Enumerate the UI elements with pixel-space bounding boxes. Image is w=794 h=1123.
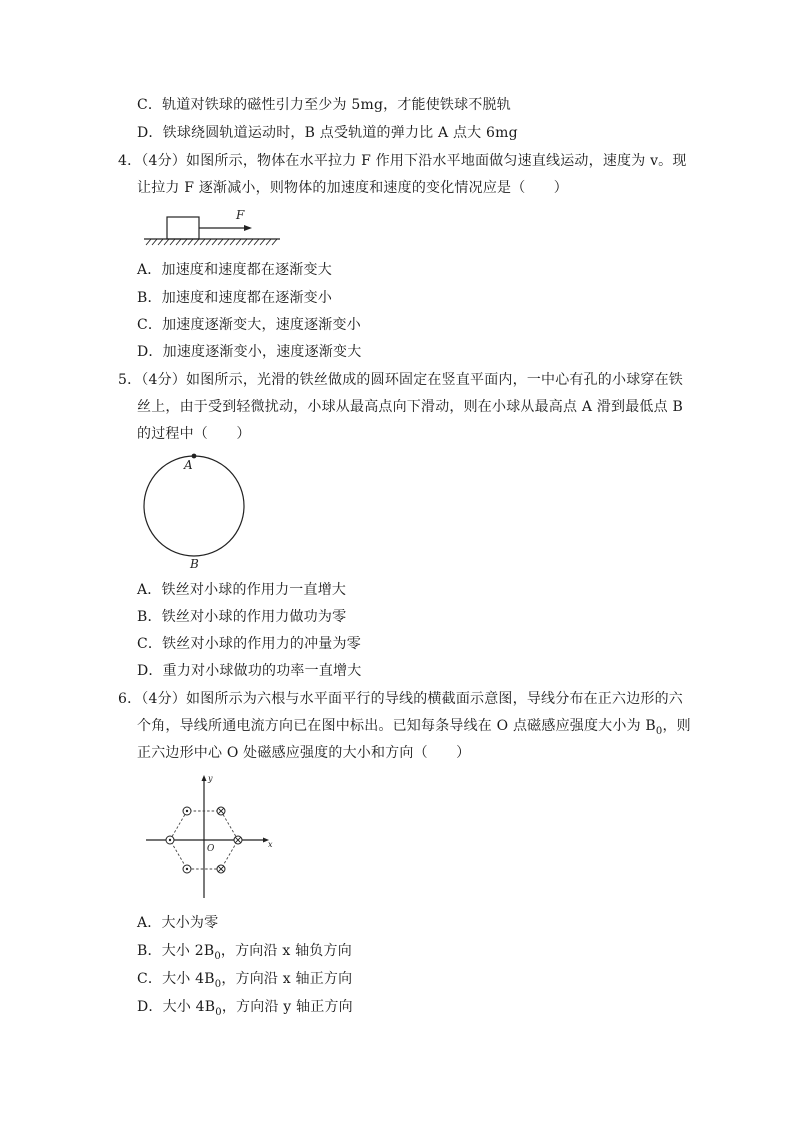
q4-stem-line1: 4．（4分）如图所示，物体在水平拉力 F 作用下沿水平地面做匀速直线运动，速度为 v。现 xyxy=(118,153,687,169)
q5-option-a: A．铁丝对小球的作用力一直增大 xyxy=(137,582,347,598)
q5-figure-wire-ring xyxy=(138,450,250,574)
block xyxy=(167,217,199,239)
point-a-label: A xyxy=(184,458,193,472)
q4-stem-line2: 让拉力 F 逐渐减小，则物体的加速度和速度的变化情况应是（ ） xyxy=(137,180,569,196)
q5-option-b: B．铁丝对小球的作用力做功为零 xyxy=(137,609,347,625)
q5-stem-line2: 丝上，由于受到轻微扰动，小球从最高点向下滑动，则在小球从最高点 A 滑到最低点 B xyxy=(137,399,683,415)
x-axis-label: x xyxy=(268,840,273,849)
wire-out-of-page-left xyxy=(166,836,174,844)
ground-hatching xyxy=(146,239,277,245)
point-b-label: B xyxy=(190,557,199,571)
q6-stem-line3: 正六边形中心 O 处磁感应强度的大小和方向（ ） xyxy=(137,745,471,761)
q3-option-c: C．轨道对铁球的磁性引力至少为 5mg，才能使铁球不脱轨 xyxy=(137,97,511,113)
wire-out-of-page-upper-left xyxy=(183,807,191,815)
wire-into-page-right xyxy=(234,836,242,844)
y-axis-label: y xyxy=(208,774,213,783)
q5-option-d: D．重力对小球做功的功率一直增大 xyxy=(137,663,362,679)
q6-stem-line1: 6．（4分）如图所示为六根与水平面平行的导线的横截面示意图，导线分布在正六边形的六 xyxy=(118,691,684,707)
q5-stem-line3: 的过程中（ ） xyxy=(137,426,251,442)
wire-into-page-lower-right xyxy=(217,865,225,873)
q5-option-c: C．铁丝对小球的作用力的冲量为零 xyxy=(137,636,361,652)
q4-option-c: C．加速度逐渐变大，速度逐渐变小 xyxy=(137,317,361,333)
q6-option-a: A．大小为零 xyxy=(137,915,219,931)
q4-option-d: D．加速度逐渐变小，速度逐渐变大 xyxy=(137,344,362,360)
y-axis-arrow xyxy=(202,775,207,781)
q4-option-b: B．加速度和速度都在逐渐变小 xyxy=(137,290,333,306)
q5-stem-line1: 5．（4分）如图所示，光滑的铁丝做成的圆环固定在竖直平面内，一中心有孔的小球穿在铁 xyxy=(118,372,684,388)
q3-option-d: D．铁球绕圆轨道运动时，B 点受轨道的弹力比 A 点大 6mg xyxy=(137,125,518,141)
q6-stem-line2: 个角，导线所通电流方向已在图中标出。已知每条导线在 O 点磁感应强度大小为 $B_0$，则 xyxy=(137,718,691,737)
q6-option-b: B．大小 $2B_0$，方向沿 x 轴负方向 xyxy=(137,943,352,962)
q4-figure-block-on-ground xyxy=(140,204,290,248)
q4-option-a: A．加速度和速度都在逐渐变大 xyxy=(137,262,332,278)
q6-figure-hexagon-wires xyxy=(142,772,282,907)
force-arrowhead xyxy=(244,225,252,231)
wire-into-page-upper-right xyxy=(217,807,225,815)
wire-out-of-page-lower-left xyxy=(183,865,191,873)
force-label: F xyxy=(236,208,245,222)
origin-label: O xyxy=(207,844,215,854)
q6-option-d: D．大小 $4B_0$，方向沿 y 轴正方向 xyxy=(137,999,353,1018)
wire-ring xyxy=(144,456,244,556)
q6-option-c: C．大小 $4B_0$，方向沿 x 轴正方向 xyxy=(137,971,353,990)
